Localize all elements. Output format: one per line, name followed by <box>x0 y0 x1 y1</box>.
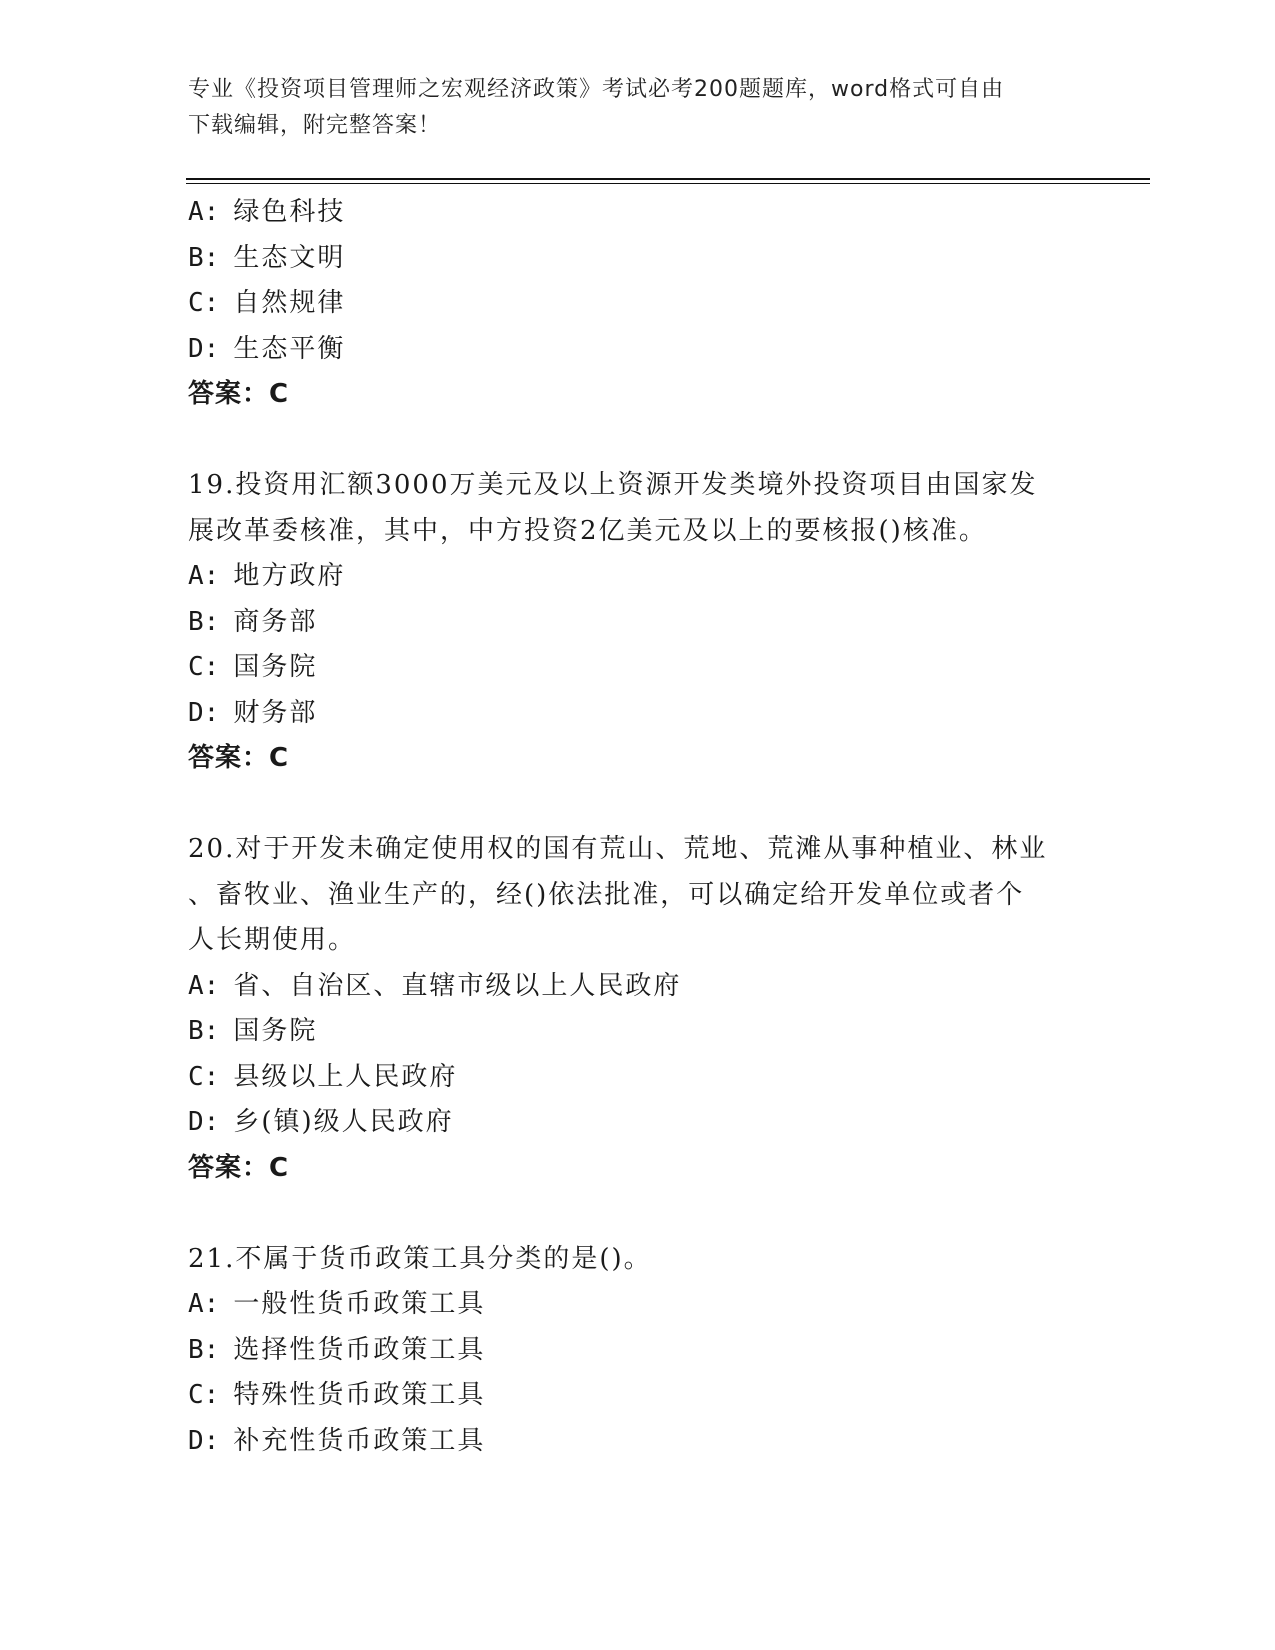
option-c <box>188 1373 1088 1419</box>
option-letter: A: <box>188 561 220 591</box>
question-stem-line: 展改革委核准，其中，中方投资2亿美元及以上的要核报()核准。 <box>188 515 987 546</box>
answer-line: 答案：C <box>188 743 290 773</box>
option-text: 自然规律 <box>233 288 346 318</box>
option-text: 补充性货币政策工具 <box>233 1425 486 1456</box>
option-b <box>188 236 1088 282</box>
answer-line: 答案：C <box>188 1152 290 1183</box>
option-text: 商务部 <box>233 606 318 637</box>
option-b <box>188 600 1088 646</box>
question-stem-line: 21.不属于货币政策工具分类的是()。 <box>188 1243 652 1274</box>
option-letter: A: <box>188 197 220 227</box>
option-c <box>188 281 1088 327</box>
header-rule-thick <box>186 178 1150 180</box>
question-list <box>188 190 1088 1464</box>
option-letter: D: <box>188 1107 220 1137</box>
option-d <box>188 1419 1088 1465</box>
option-text: 财务部 <box>233 697 318 728</box>
option-a <box>188 1282 1088 1328</box>
option-letter: A: <box>188 1289 220 1319</box>
option-b <box>188 1328 1088 1374</box>
option-a <box>188 190 1088 236</box>
question-stem-line: 19.投资用汇额3000万美元及以上资源开发类境外投资项目由国家发 <box>188 470 1038 500</box>
question-19 <box>188 463 1088 782</box>
option-letter: C: <box>188 1380 220 1410</box>
option-c <box>188 645 1088 691</box>
question-21 <box>188 1237 1088 1465</box>
question-stem-line: 人长期使用。 <box>188 925 357 955</box>
option-a <box>188 554 1088 600</box>
header-rule-thin <box>186 183 1150 184</box>
option-text: 生态文明 <box>233 242 346 273</box>
option-letter: A: <box>188 970 220 1001</box>
header-line-1: 专业《投资项目管理师之宏观经济政策》考试必考200题题库，word格式可自由 <box>188 77 1005 102</box>
question-18 <box>188 190 1088 418</box>
option-text: 省、自治区、直辖市级以上人民政府 <box>233 970 682 1001</box>
option-d <box>188 1100 1088 1146</box>
answer-line: 答案：C <box>188 379 290 409</box>
option-letter: B: <box>188 606 220 637</box>
option-a <box>188 964 1088 1010</box>
spacer <box>188 1191 1088 1237</box>
option-letter: C: <box>188 288 220 318</box>
option-text: 一般性货币政策工具 <box>233 1289 486 1319</box>
option-c <box>188 1055 1088 1101</box>
spacer <box>188 418 1088 464</box>
option-letter: C: <box>188 1061 220 1092</box>
option-text: 选择性货币政策工具 <box>233 1334 486 1365</box>
option-text: 国务院 <box>233 652 318 682</box>
option-text: 县级以上人民政府 <box>233 1061 458 1092</box>
spacer <box>188 782 1088 828</box>
option-text: 生态平衡 <box>233 333 346 364</box>
option-b <box>188 1009 1088 1055</box>
option-d <box>188 691 1088 737</box>
option-text: 特殊性货币政策工具 <box>233 1380 486 1410</box>
option-letter: B: <box>188 1016 220 1046</box>
option-text: 地方政府 <box>233 561 346 591</box>
question-stem-line: 、畜牧业、渔业生产的，经()依法批准，可以确定给开发单位或者个 <box>188 879 1025 910</box>
option-letter: D: <box>188 697 220 728</box>
option-letter: B: <box>188 242 220 273</box>
question-20 <box>188 827 1088 1191</box>
option-text: 乡(镇)级人民政府 <box>233 1107 454 1137</box>
option-letter: D: <box>188 1425 220 1456</box>
document-header <box>188 72 1088 144</box>
option-text: 绿色科技 <box>233 197 346 227</box>
header-line-2: 下载编辑，附完整答案！ <box>188 113 442 138</box>
option-text: 国务院 <box>233 1016 318 1046</box>
option-letter: D: <box>188 333 220 364</box>
option-d <box>188 327 1088 373</box>
option-letter: C: <box>188 652 220 682</box>
question-stem-line: 20.对于开发未确定使用权的国有荒山、荒地、荒滩从事种植业、林业 <box>188 834 1048 864</box>
option-letter: B: <box>188 1334 220 1365</box>
